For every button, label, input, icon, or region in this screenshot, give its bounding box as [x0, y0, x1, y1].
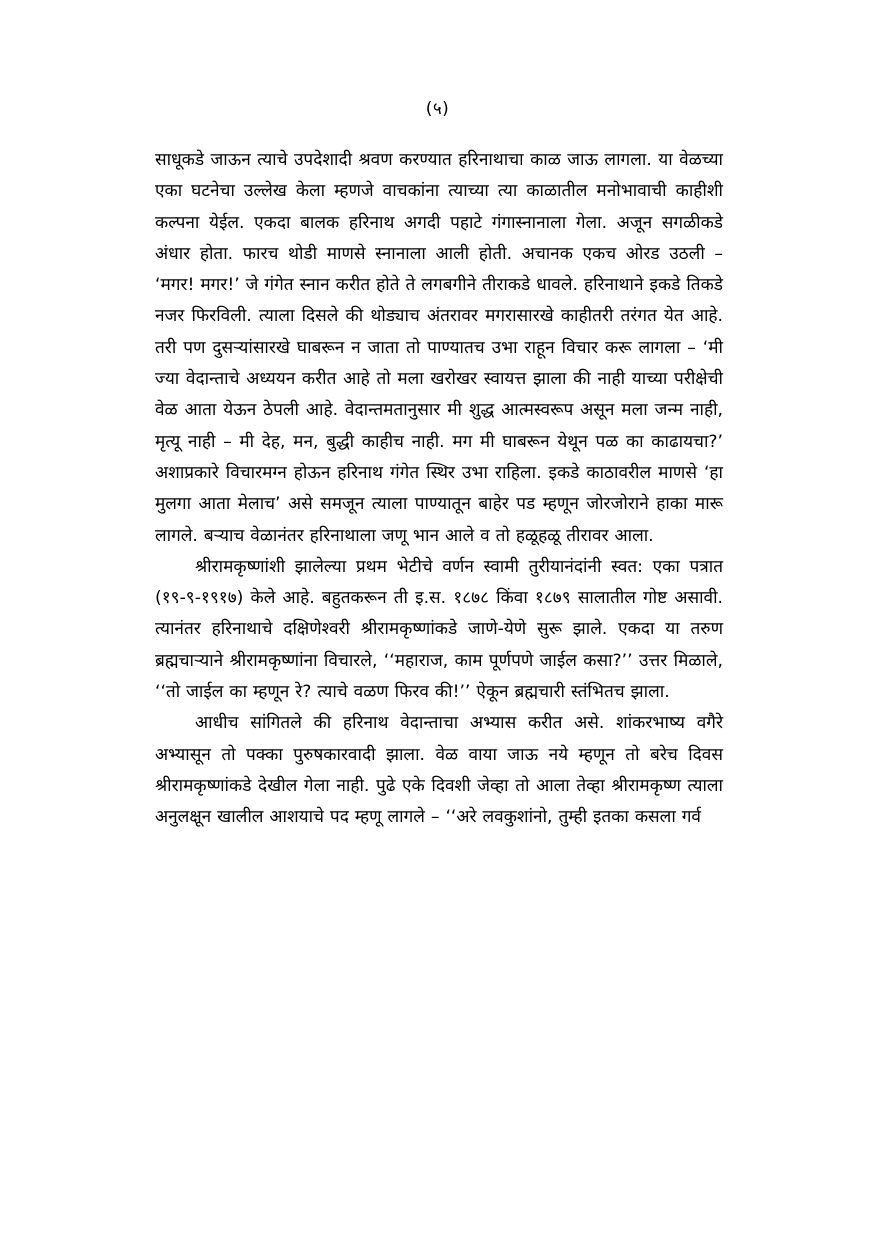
page-number: (५)	[425, 99, 450, 119]
paragraph-3: आधीच सांगितले की हरिनाथ वेदान्ताचा अभ्यास करीत असे. शांकरभाष्य वगैरे अभ्यासून तो पक्का पुरुषकारवादी झाला. वेळ वाया जाऊ नये म्हणून तो बरेच दिवस श्रीरामकृष्णांकडे देखील गेला नाही. पुढे एके दिवशी जेव्हा तो आला तेव्हा श्रीरामकृष्ण त्याला अनुलक्षून खालील आशयाचे पद म्हणू लागले – ‘‘अरे लवकुशांनो, तुम्ही इतका कसला गर्व	[155, 713, 723, 828]
paragraph-2: श्रीरामकृष्णांशी झालेल्या प्रथम भेटीचे वर्णन स्वामी तुरीयानंदांनी स्वत: एका पत्रात (१९-९-१९१७) केले आहे. बहुतकरून ती इ.स. १८७८ किंवा १८७९ सालातील गोष्ट असावी. त्यानंतर हरिनाथाचे दक्षिणेश्वरी श्रीरामकृष्णांकडे जाणे-येणे सुरू झाले. एकदा या तरुण ब्रह्मचाऱ्याने श्रीरामकृष्णांना विचारले, ‘‘महाराज, काम पूर्णपणे जाईल कसा?’’ उत्तर मिळाले, ‘‘तो जाईल का म्हणून रे? त्याचे वळण फिरव की!’’ ऐकून ब्रह्मचारी स्तंभितच झाला.	[155, 556, 723, 703]
paragraph-1: साधूकडे जाऊन त्याचे उपदेशादी श्रवण करण्यात हरिनाथाचा काळ जाऊ लागला. या वेळच्या एका घटनेचा उल्लेख केला म्हणजे वाचकांना त्याच्या त्या काळातील मनोभावाची काहीशी कल्पना येईल. एकदा बालक हरिनाथ अगदी पहाटे गंगास्नानाला गेला. अजून सगळीकडे अंधार होता. फारच थोडी माणसे स्नानाला आली होती. अचानक एकच ओरड उठली – ‘मगर! मगर!’ जे गंगेत स्नान करीत होते ते लगबगीने तीराकडे धावले. हरिनाथाने इकडे तिकडे नजर फिरविली. त्याला दिसले की थोड्याच अंतरावर मगरासारखे काहीतरी तरंगत येत आहे. तरी पण दुसऱ्यांसारखे घाबरून न जाता तो पाण्यातच उभा राहून विचार करू लागला – ‘मी ज्या वेदान्ताचे अध्ययन करीत आहे तो मला खरोखर स्वायत्त झाला की नाही याच्या परीक्षेची वेळ आता येऊन ठेपली आहे. वेदान्तमतानुसार मी शुद्ध आत्मस्वरूप असून मला जन्म नाही, मृत्यू नाही – मी देह, मन, बुद्धी काहीच नाही. मग मी घाबरून येथून पळ का काढायचा?’ अशाप्रकारे विचारमग्न होऊन हरिनाथ गंगेत स्थिर उभा राहिला. इकडे काठावरील माणसे ‘हा मुलगा आता मेलाच’ असे समजून त्याला पाण्यातून बाहेर पड म्हणून जोरजोराने हाका मारू लागले. बऱ्याच वेळानंतर हरिनाथाला जणू भान आले व तो हळूहळू तीरावर आला.	[155, 150, 723, 546]
page-body	[155, 145, 723, 834]
